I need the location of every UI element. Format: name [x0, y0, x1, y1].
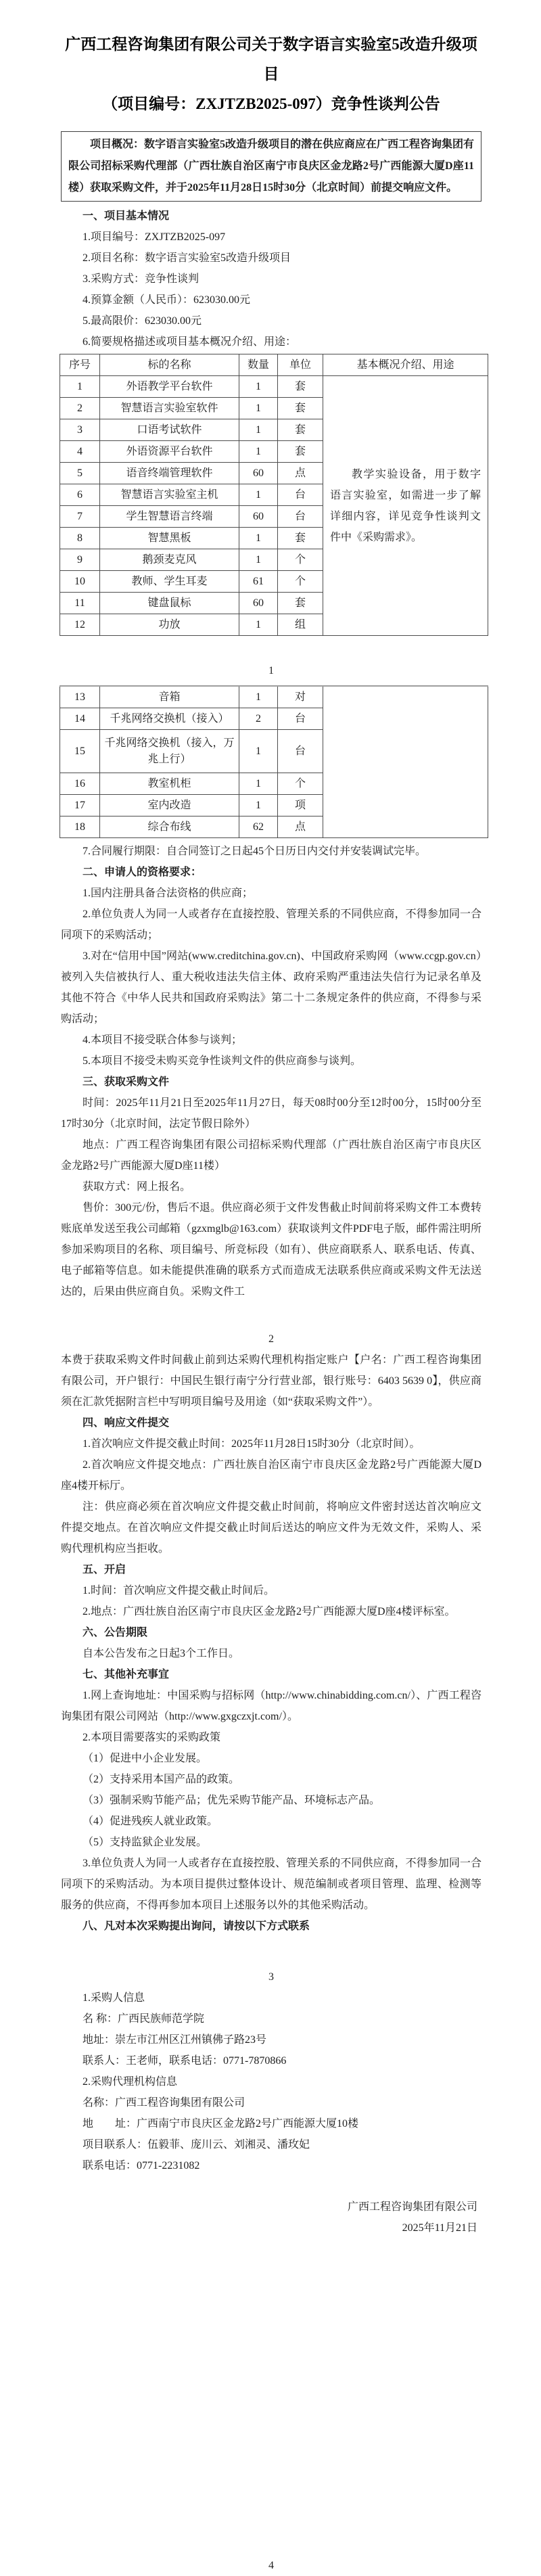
doc-obtain-time: 时间：2025年11月21日至2025年11月27日，每天08时00分至12时00分，15时00分至17时30分（北京时间，法定节假日除外）	[61, 1097, 481, 1130]
item-no: 14	[60, 708, 100, 730]
item-no: 12	[60, 614, 100, 636]
item-name: 千兆网络交换机（接入）	[100, 708, 239, 730]
purchaser-contact: 联系人：王老师，联系电话：0771-7870866	[83, 2055, 287, 2067]
qualification-item: 1.国内注册具备合法资格的供应商；	[83, 888, 254, 899]
item-name: 音箱	[100, 686, 239, 708]
item-no: 5	[60, 463, 100, 484]
policy-item: （4）促进残疾人就业政策。	[83, 1816, 218, 1827]
budget-amount: 4.预算金额（人民币）：623030.00元	[83, 294, 251, 306]
item-name: 智慧黑板	[100, 528, 239, 549]
item-name: 学生智慧语言终端	[100, 506, 239, 528]
item-name: 千兆网络交换机（接入，万兆上行）	[100, 730, 239, 773]
project-overview-box	[61, 131, 481, 202]
item-name: 键盘鼠标	[100, 593, 239, 614]
item-qty: 60	[239, 463, 278, 484]
opening-time: 1.时间：首次响应文件提交截止时间后。	[83, 1585, 275, 1596]
doc-price-part1: 售价：300元/份，售后不退。供应商必须于文件发售截止时间前将采购文件工本费转账底单发送至我公司邮箱（gzxmglb@163.com）获取谈判文件PDF电子版，邮件需注明所参加采购项目的名称、项目编号、所竞标段（如有）、供应商联系人、联系电话、传真、电子邮箱等信息。如未能提供准确的联系方式而造成无法联系供应商或采购文件无法送达的，后果由供应商自负。采购文件工	[61, 1202, 481, 1297]
item-no: 16	[60, 773, 100, 795]
item-unit: 套	[278, 376, 323, 398]
item-no: 1	[60, 376, 100, 398]
item-name: 外语资源平台软件	[100, 441, 239, 463]
item-qty: 1	[239, 441, 278, 463]
item-qty: 1	[239, 795, 278, 816]
item-name: 教师、学生耳麦	[100, 571, 239, 593]
item-no: 4	[60, 441, 100, 463]
item-no: 7	[60, 506, 100, 528]
items-description-cell-continued	[323, 686, 488, 838]
submission-deadline: 1.首次响应文件提交截止时间：2025年11月28日15时30分（北京时间）。	[83, 1438, 421, 1450]
item-unit: 套	[278, 398, 323, 419]
item-qty: 1	[239, 484, 278, 506]
item-unit: 个	[278, 773, 323, 795]
qualification-item: 2.单位负责人为同一人或者存在直接控股、管理关系的不同供应商，不得参加同一合同项下的采购活动；	[61, 908, 481, 941]
item-name: 口语考试软件	[100, 419, 239, 441]
qualification-item: 4.本项目不接受联合体参与谈判；	[83, 1034, 243, 1046]
item-qty: 1	[239, 730, 278, 773]
item-unit: 台	[278, 506, 323, 528]
item-qty: 60	[239, 593, 278, 614]
item-qty: 1	[239, 398, 278, 419]
item-name: 语音终端管理软件	[100, 463, 239, 484]
item-name: 鹅颈麦克风	[100, 549, 239, 571]
item-unit: 套	[278, 593, 323, 614]
item-unit: 套	[278, 419, 323, 441]
policy-item: （3）强制采购节能产品；优先采购节能产品、环境标志产品。	[83, 1795, 381, 1806]
purchaser-address: 地址：崇左市江州区江州镇佛子路23号	[83, 2034, 267, 2046]
item-unit: 个	[278, 549, 323, 571]
announcement-period: 自本公告发布之日起3个工作日。	[83, 1648, 240, 1659]
supplier-restriction: 3.单位负责人为同一人或者存在直接控股、管理关系的不同供应商，不得参加同一合同项下的采购活动。为本项目提供过整体设计、规范编制或者项目管理、监理、检测等服务的供应商，不得再参加本项目上述服务以外的其他采购活动。	[61, 1858, 481, 1911]
item-unit: 台	[278, 484, 323, 506]
agency-address: 地 址：广西南宁市良庆区金龙路2号广西能源大厦10楼	[83, 2118, 359, 2130]
item-qty: 62	[239, 816, 278, 838]
col-header-no: 序号	[60, 354, 100, 376]
document-title-line1: 广西工程咨询集团有限公司关于数字语言实验室5改造升级项目	[65, 36, 477, 83]
item-no: 13	[60, 686, 100, 708]
items-description: 教学实验设备，用于数字语言实验室，如需进一步了解详细内容，详见竞争性谈判文件中《采购需求》。	[330, 468, 481, 543]
policy-item: （5）支持监狱企业发展。	[83, 1837, 208, 1848]
item-qty: 1	[239, 528, 278, 549]
item-qty: 1	[239, 686, 278, 708]
document-title	[61, 30, 481, 119]
section8-heading: 八、凡对本次采购提出询问，请按以下方式联系	[83, 1920, 310, 1932]
signature-company: 广西工程咨询集团有限公司	[347, 2201, 477, 2213]
purchaser-info-heading: 1.采购人信息	[83, 1992, 145, 2004]
section6-heading: 六、公告期限	[83, 1627, 148, 1638]
section1-heading: 一、项目基本情况	[83, 210, 170, 222]
item-no: 2	[60, 398, 100, 419]
page-number: 1	[268, 665, 274, 676]
item-name: 综合布线	[100, 816, 239, 838]
item-no: 17	[60, 795, 100, 816]
qualification-item: 3.对在“信用中国”网站(www.creditchina.gov.cn)、中国政府采购网（www.ccgp.gov.cn）被列入失信被执行人、重大税收违法失信主体、政府采购严重违法失信行为记录名单及其他不符合《中华人民共和国政府采购法》第二十二条规定条件的供应商，不得参与采购活动；	[61, 950, 481, 1025]
item-no: 8	[60, 528, 100, 549]
policy-intro: 2.本项目需要落实的采购政策	[83, 1732, 221, 1743]
item-qty: 1	[239, 419, 278, 441]
item-unit: 台	[278, 730, 323, 773]
col-header-unit: 单位	[278, 354, 323, 376]
item-qty: 2	[239, 708, 278, 730]
document-title-line2: （项目编号：ZXJTZB2025-097）竞争性谈判公告	[102, 95, 440, 112]
item-unit: 个	[278, 571, 323, 593]
online-query-address: 1.网上查询地址：中国采购与招标网（http://www.chinabidding.com.cn/）、广西工程咨询集团有限公司网站（http://www.gxgczxjt.com/）。	[61, 1690, 481, 1722]
item-unit: 套	[278, 528, 323, 549]
policy-item: （1）促进中小企业发展。	[83, 1753, 208, 1764]
item-unit: 对	[278, 686, 323, 708]
item-qty: 1	[239, 549, 278, 571]
contract-period: 7.合同履行期限：自合同签订之日起45个日历日内交付并安装调试完毕。	[83, 846, 427, 857]
section4-heading: 四、响应文件提交	[83, 1417, 170, 1429]
item-no: 10	[60, 571, 100, 593]
project-number: 1.项目编号：ZXJTZB2025-097	[83, 231, 226, 243]
item-unit: 台	[278, 708, 323, 730]
items-table-page2	[60, 685, 488, 838]
item-qty: 60	[239, 506, 278, 528]
section2-heading: 二、申请人的资格要求：	[83, 867, 202, 878]
item-name: 功放	[100, 614, 239, 636]
item-no: 15	[60, 730, 100, 773]
policy-item: （2）支持采用本国产品的政策。	[83, 1774, 240, 1785]
page-number: 3	[268, 1971, 274, 1983]
item-no: 18	[60, 816, 100, 838]
col-header-desc: 基本概况介绍、用途	[323, 354, 488, 376]
item-qty: 1	[239, 773, 278, 795]
spec-intro-label: 6.简要规格描述或项目基本概况介绍、用途：	[83, 336, 297, 348]
agency-contacts: 项目联系人：伍毅菲、庞川云、刘湘灵、潘玫妃	[83, 2139, 310, 2150]
item-unit: 点	[278, 463, 323, 484]
item-name: 外语教学平台软件	[100, 376, 239, 398]
table-row	[60, 686, 488, 708]
items-table-page1	[60, 354, 488, 636]
section3-heading: 三、获取采购文件	[83, 1076, 170, 1088]
doc-price-part2: 本费于获取采购文件时间截止前到达采购代理机构指定账户【户名：广西工程咨询集团有限公司，开户银行：中国民生银行南宁分行营业部，银行账号：6403 5639 0】，供应商须在汇款凭据附言栏中写明项目编号及用途（如“获取采购文件”）。	[61, 1354, 481, 1408]
purchaser-name: 名 称：广西民族师范学院	[83, 2013, 205, 2025]
item-qty: 61	[239, 571, 278, 593]
opening-place: 2.地点：广西壮族自治区南宁市良庆区金龙路2号广西能源大厦D座4楼评标室。	[83, 1606, 456, 1617]
item-name: 教室机柜	[100, 773, 239, 795]
section7-heading: 七、其他补充事宜	[83, 1669, 170, 1680]
item-no: 6	[60, 484, 100, 506]
item-unit: 项	[278, 795, 323, 816]
item-unit: 套	[278, 441, 323, 463]
item-unit: 组	[278, 614, 323, 636]
item-qty: 1	[239, 614, 278, 636]
item-name: 室内改造	[100, 795, 239, 816]
agency-phone: 联系电话：0771-2231082	[83, 2160, 200, 2171]
table-row	[60, 376, 488, 398]
max-price: 5.最高限价：623030.00元	[83, 315, 202, 327]
item-unit: 点	[278, 816, 323, 838]
item-no: 11	[60, 593, 100, 614]
project-name: 2.项目名称：数字语言实验室5改造升级项目	[83, 252, 291, 264]
submission-note: 注：供应商必须在首次响应文件提交截止时间前，将响应文件密封送达首次响应文件提交地点。在首次响应文件提交截止时间后送达的响应文件为无效文件，采购人、采购代理机构应当拒收。	[61, 1501, 481, 1555]
page-number: 2	[268, 1333, 274, 1345]
submission-place: 2.首次响应文件提交地点：广西壮族自治区南宁市良庆区金龙路2号广西能源大厦D座4楼开标厅。	[61, 1459, 481, 1492]
item-no: 3	[60, 419, 100, 441]
item-name: 智慧语言实验室主机	[100, 484, 239, 506]
qualification-item: 5.本项目不接受未购买竞争性谈判文件的供应商参与谈判。	[83, 1055, 362, 1067]
section5-heading: 五、开启	[83, 1564, 126, 1576]
doc-obtain-place: 地点：广西工程咨询集团有限公司招标采购代理部（广西壮族自治区南宁市良庆区金龙路2号广西能源大厦D座11楼）	[61, 1139, 481, 1172]
table-header-row	[60, 354, 488, 376]
project-overview-text: 项目概况：数字语言实验室5改造升级项目的潜在供应商应在广西工程咨询集团有限公司招标采购代理部（广西壮族自治区南宁市良庆区金龙路2号广西能源大厦D座11楼）获取采购文件，并于2025年11月28日15时30分（北京时间）前提交响应文件。	[68, 139, 475, 193]
doc-obtain-method: 获取方式：网上报名。	[83, 1181, 191, 1193]
col-header-name: 标的名称	[100, 354, 239, 376]
signature-date: 2025年11月21日	[402, 2222, 477, 2234]
page-number: 4	[268, 2560, 274, 2571]
agency-name: 名称：广西工程咨询集团有限公司	[83, 2097, 245, 2109]
item-qty: 1	[239, 376, 278, 398]
item-no: 9	[60, 549, 100, 571]
col-header-qty: 数量	[239, 354, 278, 376]
item-name: 智慧语言实验室软件	[100, 398, 239, 419]
agency-info-heading: 2.采购代理机构信息	[83, 2076, 178, 2088]
procurement-method: 3.采购方式：竞争性谈判	[83, 273, 199, 285]
items-description-cell	[323, 376, 488, 636]
